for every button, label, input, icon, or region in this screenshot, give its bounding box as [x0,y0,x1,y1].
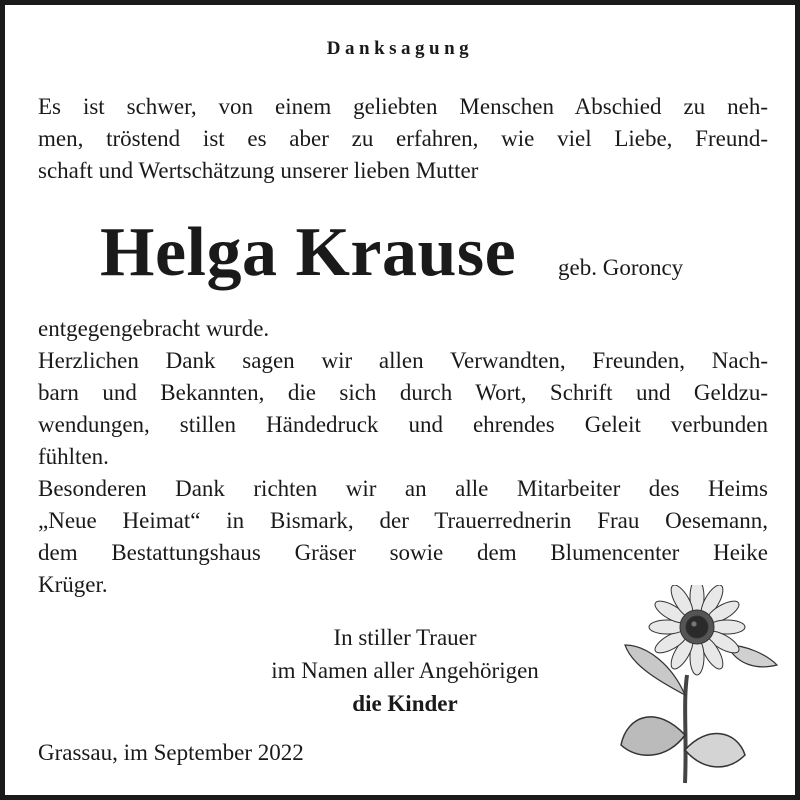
thanks-paragraph [38,313,768,601]
thanks-line: Herzlichen Dank sagen wir allen Verwandten, Freunden, Nach- [38,348,768,373]
intro-line: schaft und Wertschätzung unserer lieben Mutter [38,158,479,183]
thanks-line: entgegengebracht wurde. [38,316,270,341]
thanks-line: „Neue Heimat“ in Bismark, der Trauerrednerin Frau Oesemann, [38,508,768,533]
intro-paragraph [38,91,768,187]
notice-heading: Danksagung [326,38,474,59]
intro-line: men, tröstend ist es aber zu erfahren, wie viel Liebe, Freund- [38,126,768,151]
thanks-line: fühlten. [38,444,109,469]
thanks-line: wendungen, stillen Händedruck und ehrendes Geleit verbunden [38,412,768,437]
sunflower-icon [617,585,797,785]
thanks-line: Besonderen Dank richten wir an alle Mitarbeiter des Heims [38,476,768,501]
signature-line: im Namen aller Angehörigen [271,658,539,683]
intro-line: Es ist schwer, von einem geliebten Menschen Abschied zu neh- [38,94,768,119]
signature-line: In stiller Trauer [333,625,477,650]
birth-name: geb. Goroncy [558,255,684,280]
place-date: Grassau, im September 2022 [38,740,304,765]
thanks-line: barn und Bekannten, die sich durch Wort, Schrift und Geldzu- [38,380,768,405]
thanks-line: dem Bestattungshaus Gräser sowie dem Blumencenter Heike [38,540,768,565]
thanks-line: Krüger. [38,572,108,597]
signature-signer: die Kinder [352,691,458,716]
deceased-name: Helga Krause [100,214,517,291]
